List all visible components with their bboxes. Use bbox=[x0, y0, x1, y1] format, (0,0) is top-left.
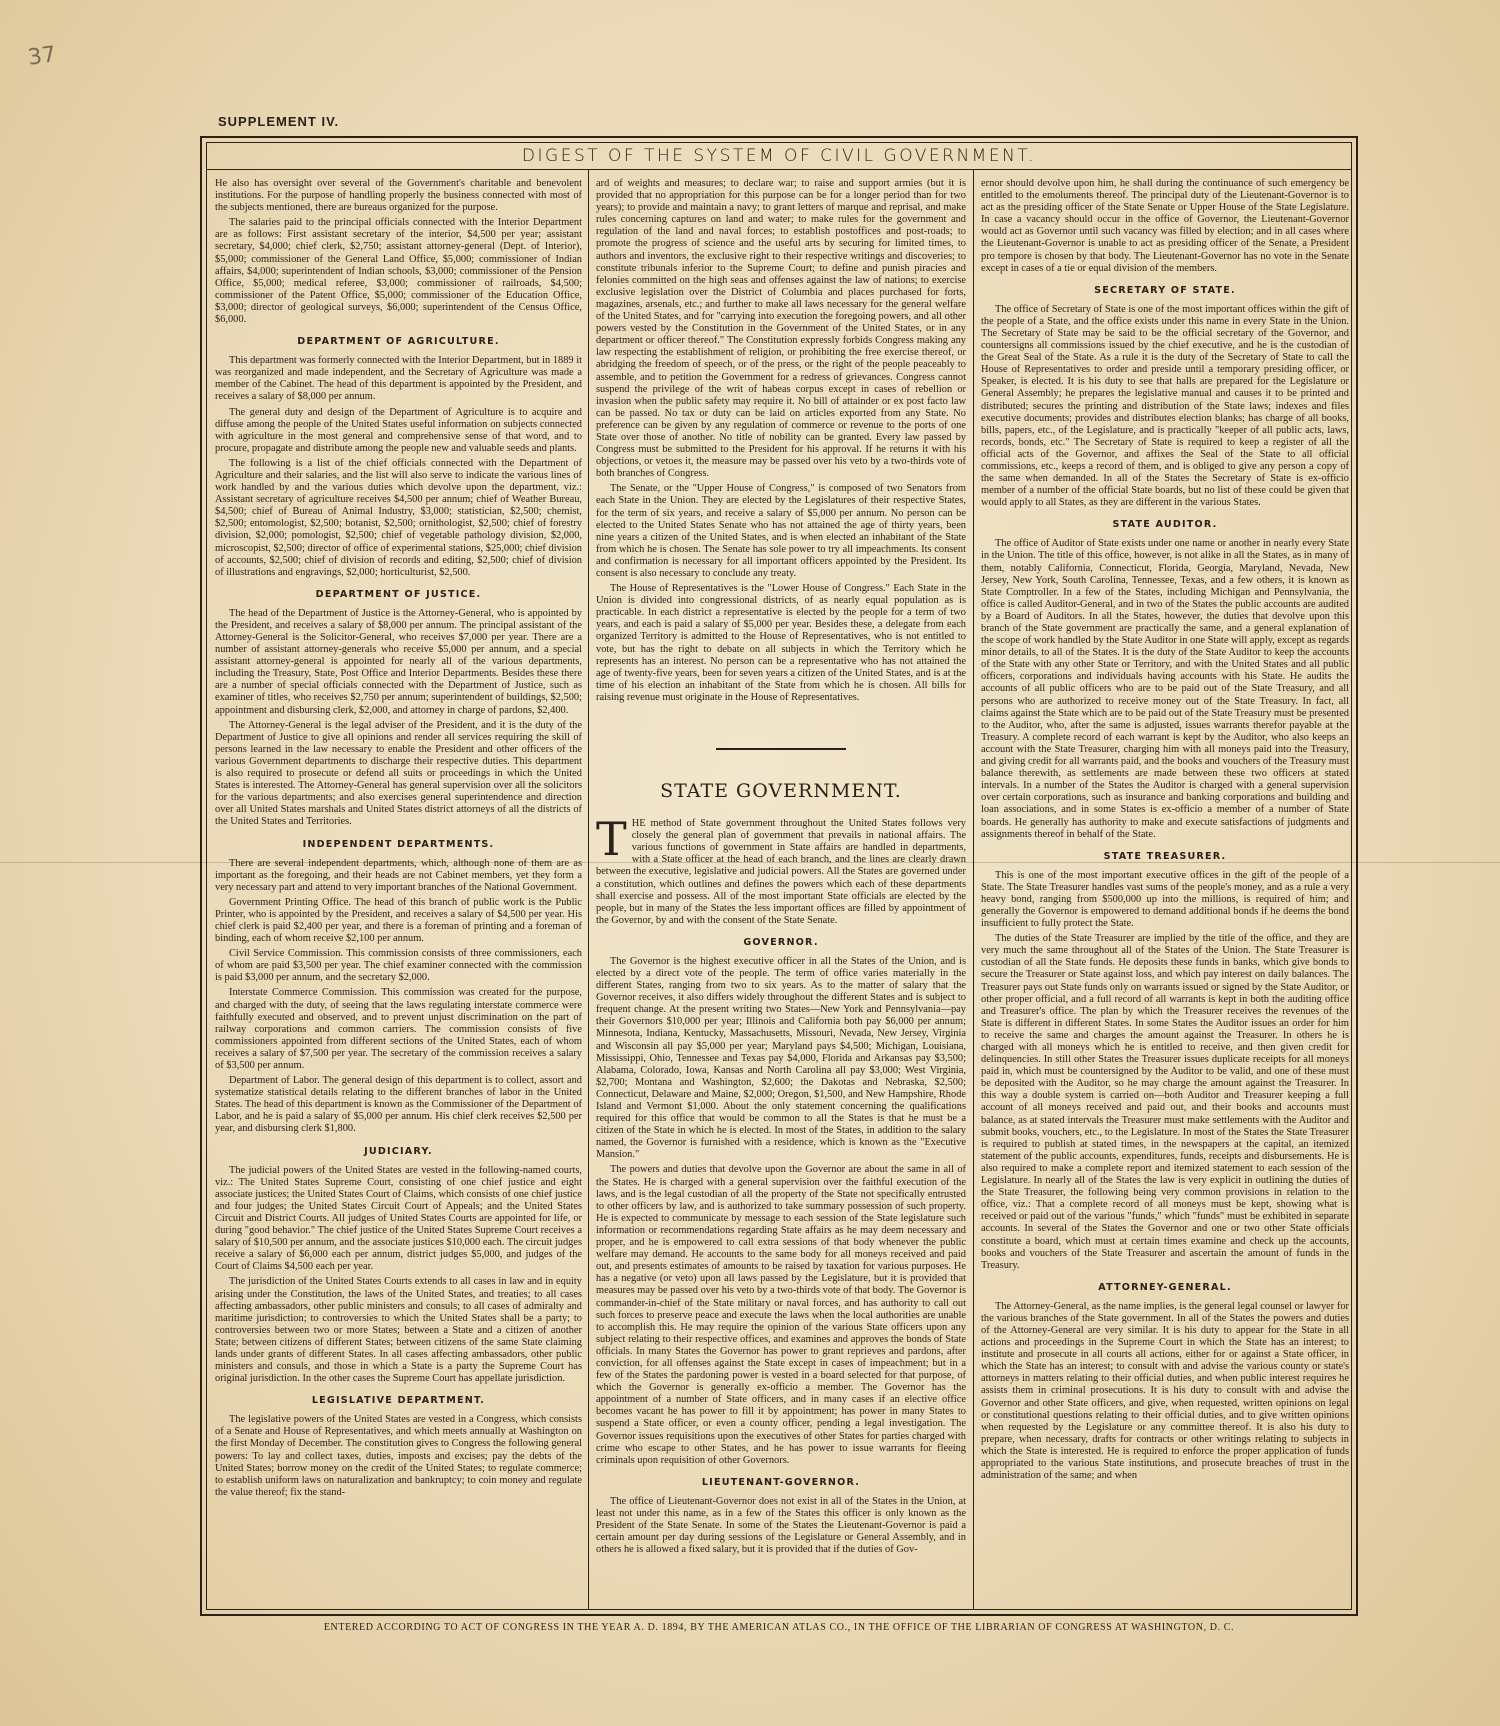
paragraph: The office of Lieutenant-Governor does not exist in all of the States in the Union, at least not under this name, as in a few of the States this officer is only known as the President of the State Senate. In some of the States the Lieutenant-Governor is paid a certain amount per day during sessions of the Legislature or General Assembly, and in others he is allowed a fixed salary, but it is provided that if the duties of Gov- bbox=[596, 1495, 966, 1556]
supplement-label: SUPPLEMENT IV. bbox=[218, 114, 340, 129]
paragraph: The Attorney-General, as the name implies, is the general legal counsel or lawyer for the various branches of the State government. In all of the States the powers and duties of the Attorney-General are very similar. It is his duty to appear for the State in all actions and proceedings in the Supreme Court in which the State has an interest; to institute and prosecute in all courts all actions, either for or against a State officer, in which the State has an interest; to consult with and advise the various county or state's attorneys in matters relating to their official duties, and when public interest requires he assists them in criminal prosecutions. It is his duty to consult with and advise the Governor and other State officers, and give, when requested, written opinions on legal or constitutional questions relating to their official duties, and to give written opinions when requested by the Legislature or any committee thereof. It is also his duty to prepare, when necessary, drafts for contracts or other writings relating to subjects in which the State is interested. He is required to enforce the proper application of funds appropriated to the various State institutions, and prosecute breaches of trust in the administration of the same; and when bbox=[981, 1300, 1349, 1482]
paragraph: The Senate, or the "Upper House of Congress," is composed of two Senators from each State in the Union. They are elected by the Legislatures of their respective States, for the term of six years, and receive a salary of $5,000 per annum. No person can be elected to the United States Senate who has not attained the age of thirty years, been nine years a citizen of the United States, and is when elected an inhabitant of the State from which he is chosen. The Senate has sole power to try all impeachments. Its consent and confirmation is necessary for all important officers appointed by the President. Its consent is also necessary to conclude any treaty. bbox=[596, 483, 966, 579]
intro-text: HE method of State government throughout the United States follows very closely the general plan of government that prevails in national affairs. The various functions of government in State affairs are handled in departments, with a State officer at the head of each branch, and the lines are clearly drawn between the executive, legislative and judicial powers. All the States are governed under a constitution, which outlines and defines the powers which each of these departments shall exercise and possess. All of the most important State officials are elected by the people, but in many of the States the less important offices are filled by appointment of the Governor, by and with the consent of the State Senate. bbox=[596, 818, 966, 926]
paragraph: The duties of the State Treasurer are implied by the title of the office, and they are very much the same throughout all of the States of the Union. The State Treasurer is custodian of all the State funds. He deposits these funds in banks, which give bonds to secure the Treasurer or State against loss, and which pay interest on daily balances. The Treasurer pays out State funds only on warrants issued or signed by the State Auditor, or other proper official, and a full record of all warrants is kept in both the auditing office and Treasurer's office. The plan by which the Treasurer receives the revenues of the State is different in different States. In some States the Auditor issues an order for him to receive the same and charges the amount against the Treasurer. In others he is charged with all moneys which he is entitled to receive, and then given credit for delinquencies. In still other States the Treasurer issues duplicate receipts for all moneys paid in, which must be countersigned by the Auditor to be valid, and one of these must be deposited with the Auditor, so he may charge the amount against the Treasurer. In this way a double system is carried on—both Auditor and Treasurer keeping a full account of all moneys received and paid out, and their books and accounts must balance, as at stated intervals the Treasurer must make settlements with the Auditor and submit books, vouchers, etc., to the Legislature. In most of the States the State Treasurer is required to publish at stated times, in the newspapers at the capital, an itemized statement of the public accounts, expenditures, funds, receipts and disbursements. He is also required to make a complete report and itemized statement to each session of the Legislature. In nearly all of the States the law is very explicit in outlining the duties of the State Treasurer, the following being very common provisions in relation to the office, viz.: That a complete record of all moneys must be kept, showing what is received or paid out of the various "funds," which "funds" must be exhibited in separate accounts. In several of the States the Governor and one or two other State officials constitute a board, which must at certain times examine and check up the accounts, books and vouchers of the State Treasurer and ascertain the amount of funds in the Treasury. bbox=[981, 933, 1349, 1271]
margin-mark: 37 bbox=[26, 42, 58, 71]
inner-frame bbox=[206, 142, 1352, 1610]
paragraph: Government Printing Office. The head of this branch of public work is the Public Printer, who is appointed by the President, and receives a salary of $4,500 per year. His chief clerk is paid $2,400 per year, and there is a foreman of printing and a foreman of binding, each of whom receive $2,100 per annum. bbox=[215, 896, 582, 945]
drop-cap: T bbox=[596, 812, 627, 867]
section-heading: DEPARTMENT OF JUSTICE. bbox=[315, 588, 482, 600]
column-3 bbox=[981, 178, 1349, 1601]
paragraph: This department was formerly connected with the Interior Department, but in 1889 it was reorganized and made independent, and the Secretary of Agriculture was made a member of the Cabinet. The head of this department is appointed by the President, and receives a salary of $8,000 per annum. bbox=[215, 355, 582, 403]
paragraph: Interstate Commerce Commission. This commission was created for the purpose, and charged with the duty, of seeing that the laws regulating interstate commerce were faithfully executed and observed, and to prevent unjust discrimination on the part of railway corporations and common carriers. The commission consists of five commissioners appointed from different sections of the United States, each of whom receives a salary of $7,500 per year. The secretary of the commission receives a salary of $3,500 per annum. bbox=[215, 987, 582, 1071]
paragraph: Civil Service Commission. This commission consists of three commissioners, each of whom are paid $3,500 per year. The chief examiner connected with the commission is paid $3,000 per annum, and the secretary $2,000. bbox=[215, 948, 582, 984]
paragraph: He also has oversight over several of the Government's charitable and benevolent institutions. For the purpose of handling properly the business connected with most of the subjects mentioned, there are bureaus organized for the purpose. bbox=[215, 178, 582, 214]
paragraph: The Attorney-General is the legal adviser of the President, and it is the duty of the Department of Justice to give all opinions and render all services requiring the skill of persons learned in the law necessary to enable the President and other officers of the various Government departments to discharge their respective duties. This department is also required to prosecute or defend all suits or proceedings in which the United States is interested. The Attorney-General has general supervision over all the solicitors for the various departments; and also exercises general superintendence and direction over all United States marshals and United States district attorneys of all the districts of the United States and Territories. bbox=[215, 719, 582, 828]
divider bbox=[716, 748, 846, 750]
section-heading: DEPARTMENT OF AGRICULTURE. bbox=[297, 336, 500, 348]
paragraph: The following is a list of the chief officials connected with the Department of Agriculture and their salaries, and the list will also serve to indicate the various lines of work handled by and the various duties which devolve upon the department, viz.: Assistant secretary of agriculture receives $4,500 per annum; chief of Weather Bureau, $4,500; chief of Bureau of Animal Industry, $3,000; statistician, $2,500; chemist, $2,500; entomologist, $2,500; botanist, $2,500; ornithologist, $2,500; chief of forestry division, $2,000; pomologist, $2,500; chief of vegetable pathology division, $2,000, microscopist, $2,500; director of office of experimental stations, $25,000; chief division of accounts, $2,500; chief of division of records and editing, $2,500; chief of division of illustrations and engravings, $2,000; horticulturist, $2,500. bbox=[215, 457, 582, 578]
paragraph: The House of Representatives is the "Lower House of Congress." Each State in the Union is divided into congressional districts, of as nearly equal population as is practicable. In each district a representative is elected by the people for a term of two years, and each is paid a salary of $5,000 per year. Besides these, a delegate from each organized Territory is admitted to the House of Representatives, who is not entitled to vote, but has the right to debate on all subjects in which the Territory which he represents has an interest. No person can be a representative who has not attained the age of twenty-five years, been for seven years a citizen of the United States, and is at the time of his election an inhabitant of the State from which he is chosen. All bills for raising revenue must originate in the House of Representatives. bbox=[596, 583, 966, 703]
paragraph: The salaries paid to the principal officials connected with the Interior Department are as follows: First assistant secretary of the interior, $4,500 per year; assistant secretary, $4,000; chief clerk, $2,750; assistant attorney-general (Dept. of Interior), $5,000; commissioner of the General Land Office, $5,000; commissioner of Indian affairs, $4,000; superintendent of Indian schools, $3,000; commissioner of the Pension Office, $5,000; medical referee, $3,000; commissioner of railroads, $4,500; commissioner of the Patent Office, $5,000; commissioner of the Education Office, $3,000; director of geological surveys, $6,000; superintendent of the Census Office, $6,000. bbox=[215, 217, 582, 326]
paragraph: The legislative powers of the United States are vested in a Congress, which consists of a Senate and House of Representatives, and which meets annually at Washington on the first Monday of December. The constitution gives to Congress the following general powers: To lay and collect taxes, duties, imposts and excises; pay the debts of the United States; borrow money on the credit of the United States; to regulate commerce; to establish uniform laws on naturalization and bankruptcy; to coin money and regulate the value thereof; fix the stand- bbox=[215, 1414, 582, 1498]
section-heading: ATTORNEY-GENERAL. bbox=[1098, 1281, 1232, 1293]
column-1 bbox=[215, 178, 582, 1601]
state-government-title: STATE GOVERNMENT. bbox=[660, 780, 902, 803]
section-heading: JUDICIARY. bbox=[364, 1145, 433, 1157]
paragraph: The judicial powers of the United States are vested in the following-named courts, viz.: The United States Supreme Court, consisting of one chief justice and eight associate justices; the United States Court of Claims, which consists of one chief justice and four judges; the United States Circuit Court of Appeals; and the United States Circuit and District Courts. All judges of United States Courts are appointed for life, or during "good behavior." The chief justice of the United States Supreme Court receives a salary of $10,500 per annum, and the associate justices $10,000 each. The circuit judges receive a salary of $6,000 each per annum, district judges $5,000, and judges of the Court of Claims $4,500 each per year. bbox=[215, 1164, 582, 1273]
paragraph: There are several independent departments, which, although none of them are as important as the foregoing, and their heads are not Cabinet members, yet they form a very necessary part and attend to very important branches of the National Government. bbox=[215, 857, 582, 893]
column-rule bbox=[973, 170, 974, 1609]
paragraph: ard of weights and measures; to declare war; to raise and support armies (but it is provided that no appropriation for this purpose can be for a longer period than for two years); to provide and maintain a navy; to grant letters of marque and reprisal, and make rules concerning captures on land and water; to make rules for the government and regulation of the land and naval forces; to establish postoffices and post-roads; to promote the progress of science and the useful arts by securing for limited times, to authors and inventors, the exclusive right to their respective writings and discoveries; to constitute tribunals inferior to the Supreme Court; to define and punish piracies and felonies committed on the high seas and offenses against the law of nations; to exercise exclusive legislation over the District of Columbia and places purchased for forts, magazines, arsenals, etc.; and further to make all laws necessary for the general welfare of the United States, and for "carrying into execution the foregoing powers, and all other powers vested by the Constitution in the Government of the United States, or in any department or officer thereof." The Constitution expressly forbids Congress making any law respecting the establishment of religion, or prohibiting the free exercise thereof, or abridging the freedom of speech, or of the press, or the right of the people peaceably to assemble, and to petition the Government for a redress of grievances. Congress cannot suspend the privilege of the writ of habeas corpus except in cases of rebellion or invasion when the public safety may require it. No bill of attainder or ex post facto law can be passed. No tax or duty can be laid on articles exported from any State. No preference can be given by any regulation of commerce or revenue to the ports of one State over those of another. No title of nobility can be granted. Every law passed by Congress must be submitted to the President for his approval. If he returns it with his objections, or vetoes it, the measure may be passed over his veto by a two-thirds vote of both branches of Congress. bbox=[596, 178, 966, 480]
section-heading: GOVERNOR. bbox=[743, 936, 819, 948]
intro-paragraph bbox=[596, 812, 966, 927]
paragraph: The head of the Department of Justice is the Attorney-General, who is appointed by the President, and receives a salary of $8,000 per annum. The principal assistant of the Attorney-General is the Solicitor-General, who receives $7,000 per year. There are a number of assistant attorney-generals who receive $5,000 per annum, and a special assistant attorney-general is appointed for nearly all of the various departments, including the Treasury, State, Post Office and Interior Departments. Besides these there are a number of special officials connected with the Department of Justice, such as examiner of titles, who receives $2,750 per annum; superintendent of buildings, $2,500; appointment and disbursing clerk, $2,000, and attorney in charge of pardons, $2,400. bbox=[215, 607, 582, 716]
column-2 bbox=[596, 178, 966, 1601]
section-heading: SECRETARY OF STATE. bbox=[1094, 284, 1236, 296]
section-heading: INDEPENDENT DEPARTMENTS. bbox=[302, 838, 495, 850]
text-frame bbox=[200, 136, 1358, 1616]
paragraph: The office of Secretary of State is one of the most important offices within the gift of the people of a State, and the office exists under this name in every State in the Union. The Secretary of State may be said to be the official secretary of the Governor, and countersigns all commissions issued by the chief executive, and he is the custodian of the Great Seal of the State. As a rule it is the duty of the Secretary of State to call the House of Representatives to order and preside until a temporary presiding officer, or Speaker, is elected. It is his duty to see that halls are prepared for the Legislature or General Assembly; he prepares the legislative manual and causes it to be printed and distributed; secures the printing and distribution of the State laws; indexes and files executive documents; provides and distributes election blanks; has charge of all books, bills, papers, etc., of the Legislature, and is practically "keeper of all public acts, laws, records, bonds, etc." The Secretary of State is required to keep a register of all the official acts of the Governor, and affixes the Seal of the State to all official commissions, etc., keeps a record of them, and is obliged to give any person a copy of the same when demanded. In all of the States the Secretary of State is ex-officio member of a number of the official State boards, but no list of these could be given that would apply to all States, as they are different in the various States. bbox=[981, 303, 1349, 509]
paragraph: ernor should devolve upon him, he shall during the continuance of such emergency be entitled to the emoluments thereof. The principal duty of the Lieutenant-Governor is to act as the presiding officer of the State Senate or Upper House of the State Legislature. In case a vacancy should occur in the office of Governor, the Lieutenant-Governor would act as Governor until such vacancy was filled by election; and in all cases where the Lieutenant-Governor is unable to act as presiding officer of the Senate, a President pro tempore is chosen by that body. The Lieutenant-Governor has no vote in the Senate except in cases of a tie or equal division of the members. bbox=[981, 178, 1349, 274]
paragraph: Department of Labor. The general design of this department is to collect, assort and systematize statistical details relating to the different branches of labor in the United States. The head of this department is known as the Commissioner of the Department of Labor, and he is paid a salary of $5,000 per annum. His chief clerk receives $2,500 per year, and disbursing clerk $1,800. bbox=[215, 1075, 582, 1135]
section-heading: LIEUTENANT-GOVERNOR. bbox=[701, 1476, 861, 1488]
paragraph: The office of Auditor of State exists under one name or another in nearly every State in the Union. The title of this office, however, is not alike in all the States, as in many of them, notably California, Connecticut, Florida, Georgia, Maryland, Nevada, New Jersey, New York, South Carolina, Tennessee, Texas, and a few others, it is known as State Comptroller. In a few of the States, including Michigan and Pennsylvania, the office is called Auditor-General, and in two of the States the public accounts are audited by a Board of Auditors. In all the States, however, the duties that devolve upon this branch of the State government are practically the same, and a general explanation of the scope of work handled by the State Auditor in one State will apply, except as regards minor details, to all of the States. It is the duty of the State Auditor to keep the accounts of the State with any other State or Territory, and with the United States and all public officers, corporations and individuals having accounts with his State. He audits the accounts of all public officers who are to be paid out of the State Treasury, and all persons who are authorized to receive money out of the State Treasury. In fact, all claims against the State which are to be paid out of the State Treasury must be presented to the Auditor, who, after the same is adjusted, issues warrants therefor payable at the Treasury. A complete record of each warrant is kept by the Auditor, who also keeps an account with the State Treasurer, charging him with all moneys paid into the Treasury, and giving credit for all warrants paid, and the books and vouchers of the Treasury must balance therewith, as settlements are made between these two officers at stated intervals. In a number of the States the Auditor is charged with a general supervision over certain corporations, such as insurance and banking corporations and building and loan associations, and in some States is ex-officio a member of a number of State boards. He generally has authority to make and execute satisfactions of judgments and assignments thereof in behalf of the State. bbox=[981, 538, 1349, 840]
section-heading: STATE TREASURER. bbox=[1103, 850, 1227, 862]
paragraph: The powers and duties that devolve upon the Governor are about the same in all of the States. He is charged with a general supervision over the faithful execution of the laws, and is the legal custodian of all the property of the State not specifically entrusted to other officers by law, and is authorized to take summary possession of such property. He is expected to communicate by message to each session of the State legislature such information or recommendations regarding State affairs as he may deem necessary and proper, and he is empowered to call extra sessions of that body whenever the public welfare may demand. He accounts to the same body for all moneys received and paid out, and presents estimates of amounts to be raised by taxation for various purposes. He has a negative (or veto) upon all laws passed by the Legislature, but it is provided that measures may be passed over his veto by a two-thirds vote of that body. The Governor is commander-in-chief of the State military or naval forces, and has authority to call out such forces to preserve peace and execute the laws when the local authorities are unable to accomplish this. He may require the opinion of the various State officers upon any subject relating to their respective offices, and examines and approves the bonds of State officials. In many States the Governor has power to grant reprieves and pardons, after conviction, for all offenses against the State except in cases of impeachment; but in a few of the States the pardoning power is vested in a board selected for that purpose, of which the Governor is generally ex-officio a member. The Governor has the appointment of a number of State officers, and in many cases if an elective office becomes vacant he has power to fill it by appointment; has power in many States to suspend a State officer, or even a county officer, pending a legal investigation. The Governor issues requisitions upon the executives of other States for parties charged with crime who escape to other States, and he has power to issue warrants for fleeing criminals upon requisition of other Governors. bbox=[596, 1164, 966, 1466]
column-rule bbox=[588, 170, 589, 1609]
paragraph: The jurisdiction of the United States Courts extends to all cases in law and in equity arising under the Constitution, the laws of the United States, and treaties; to all cases affecting ambassadors, other public ministers and consuls; to all cases of admiralty and maritime jurisdiction; to controversies to which the United States shall be a party; to controversies between two or more States; between a State and a citizen of another State; between citizens of different States; between citizens of the same State claiming lands under grants of different States. In all cases affecting ambassadors, other public ministers and consuls, and those in which a State is a party the Supreme Court has original jurisdiction. In the other cases the Supreme Court has appellate jurisdiction. bbox=[215, 1276, 582, 1385]
state-government-heading bbox=[596, 748, 966, 802]
columns bbox=[207, 170, 1351, 1609]
paragraph: The Governor is the highest executive officer in all the States of the Union, and is elected by a direct vote of the people. The term of office varies materially in the different States, ranging from two to six years. As to the matter of salary that the Governor receives, it also differs widely throughout the different States and is subject to frequent change. At the present writing two States—New York and Pennsylvania—pay their Governors $10,000 per year; Illinois and California both pay $6,000 per annum; Minnesota, Indiana, Kentucky, Massachusetts, Missouri, Nevada, New Jersey, Virginia and Wisconsin all pay $5,000 per year; Maryland pays $4,500; Michigan, Louisiana, Mississippi, Ohio, Tennessee and Texas pay $4,000, Florida and Arkansas pay $3,500; Alabama, Colorado, Iowa, Kansas and North Carolina all pay $3,000; West Virginia, $2,700; Montana and Washington, $2,600; the Dakotas and Nebraska, $2,500; Connecticut, Delaware and Maine, $2,000; Oregon, $1,500, and New Hampshire, Rhode Island and Vermont $1,000. About the only statement concerning the qualifications required for this office that would be common to all the States is that he must be a citizen of the State in which he is elected. In most of the States, in addition to the salary named, the Governor is furnished with a residence, which is known as the "Executive Mansion." bbox=[596, 955, 966, 1161]
paragraph: This is one of the most important executive offices in the gift of the people of a State. The State Treasurer handles vast sums of the people's money, and as a rule a very heavy bond, ranging from $500,000 up into the millions, is required of him; and generally the Governor is empowered to demand additional bonds if he deems the bond insufficient to fully protect the State. bbox=[981, 869, 1349, 930]
section-heading: LEGISLATIVE DEPARTMENT. bbox=[311, 1395, 486, 1407]
copyright-footer: ENTERED ACCORDING TO ACT OF CONGRESS IN THE YEAR A. D. 1894, BY THE AMERICAN ATLAS CO., IN THE OFFICE OF THE LIBRARIAN OF CONGRESS AT WASHINGTON, D. C. bbox=[323, 1622, 1235, 1633]
paragraph: The general duty and design of the Department of Agriculture is to acquire and diffuse among the people of the United States useful information on subjects connected with agriculture in the most general and comprehensive sense of that word, and to procure, propagate and distribute among the people new and valuable seeds and plants. bbox=[215, 406, 582, 454]
page-title: DIGEST OF THE SYSTEM OF CIVIL GOVERNMENT. bbox=[207, 143, 1351, 170]
section-heading: STATE AUDITOR. bbox=[1112, 519, 1218, 531]
